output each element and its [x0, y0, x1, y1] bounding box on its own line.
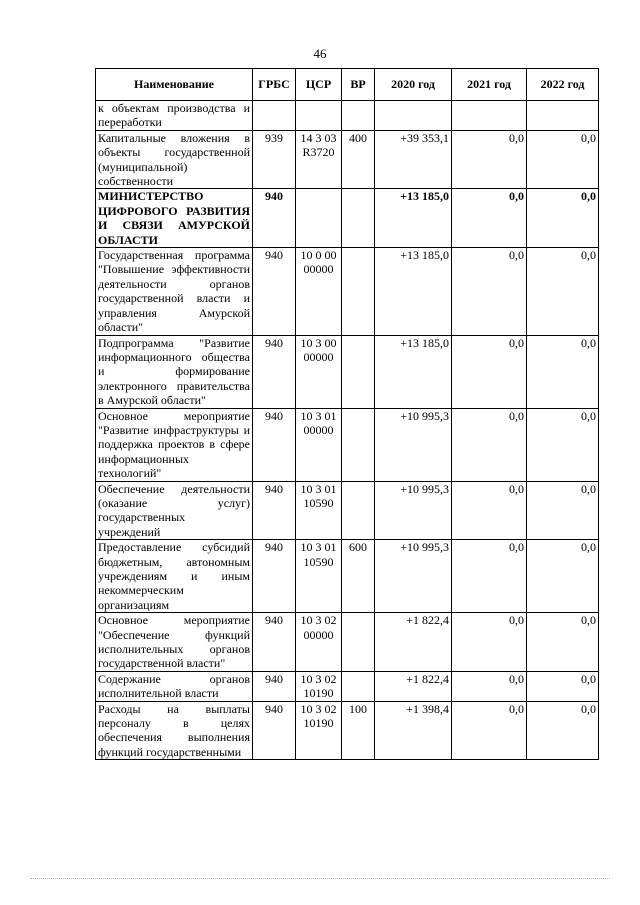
table-row [96, 189, 599, 248]
cell-vr [342, 408, 375, 481]
table-row [96, 671, 599, 701]
cell-name: Основное мероприятие "Обеспечение функций исполнительных органов государственной власти" [96, 613, 253, 672]
cell-2020: +1 822,4 [375, 613, 452, 672]
table-row [96, 130, 599, 189]
cell-2020: +10 995,3 [375, 540, 452, 613]
cell-2020: +1 398,4 [375, 701, 452, 760]
cell-vr [342, 671, 375, 701]
header-2020: 2020 год [375, 69, 452, 101]
cell-2021: 0,0 [452, 408, 527, 481]
header-grbs: ГРБС [253, 69, 296, 101]
cell-2022 [527, 101, 599, 131]
header-name: Наименование [96, 69, 253, 101]
cell-2021: 0,0 [452, 481, 527, 540]
cell-2020: +1 822,4 [375, 671, 452, 701]
cell-csr: 10 0 00 00000 [296, 248, 342, 335]
cell-grbs: 940 [253, 613, 296, 672]
cell-2022: 0,0 [527, 481, 599, 540]
cell-2021: 0,0 [452, 189, 527, 248]
cell-csr: 10 3 01 00000 [296, 408, 342, 481]
cell-2021: 0,0 [452, 248, 527, 335]
cell-vr [342, 613, 375, 672]
table-row [96, 101, 599, 131]
cell-vr [342, 481, 375, 540]
cell-2020: +13 185,0 [375, 335, 452, 408]
cell-2021: 0,0 [452, 130, 527, 189]
cell-grbs: 940 [253, 540, 296, 613]
cell-2020: +13 185,0 [375, 248, 452, 335]
header-2022: 2022 год [527, 69, 599, 101]
cell-2020: +10 995,3 [375, 408, 452, 481]
cell-2022: 0,0 [527, 671, 599, 701]
cell-name: МИНИСТЕРСТВО ЦИФРОВОГО РАЗВИТИЯ И СВЯЗИ АМУРСКОЙ ОБЛАСТИ [96, 189, 253, 248]
cell-2020: +39 353,1 [375, 130, 452, 189]
cell-grbs: 940 [253, 189, 296, 248]
cell-name: к объектам производства и переработки [96, 101, 253, 131]
cell-name: Расходы на выплаты персоналу в целях обеспечения выполнения функций государственными [96, 701, 253, 760]
cell-2020 [375, 101, 452, 131]
cell-name: Капитальные вложения в объекты государственной (муниципальной) собственности [96, 130, 253, 189]
cell-name: Государственная программа "Повышение эффективности деятельности органов государственной власти и управления Амурской области" [96, 248, 253, 335]
cell-grbs: 940 [253, 701, 296, 760]
cell-2022: 0,0 [527, 130, 599, 189]
header-csr: ЦСР [296, 69, 342, 101]
cell-vr [342, 248, 375, 335]
cell-csr: 10 3 02 00000 [296, 613, 342, 672]
table-body [96, 101, 599, 760]
cell-vr [342, 189, 375, 248]
cell-name: Основное мероприятие "Развитие инфраструктуры и поддержка проектов в сфере информационных технологий" [96, 408, 253, 481]
cell-csr [296, 101, 342, 131]
table-row [96, 613, 599, 672]
cell-2022: 0,0 [527, 189, 599, 248]
cell-2021: 0,0 [452, 540, 527, 613]
cell-name: Подпрограмма "Развитие информационного общества и формирование электронного правительства в Амурской области" [96, 335, 253, 408]
cell-name: Обеспечение деятельности (оказание услуг) государственных учреждений [96, 481, 253, 540]
cell-vr: 400 [342, 130, 375, 189]
cell-2020: +13 185,0 [375, 189, 452, 248]
cell-grbs: 940 [253, 481, 296, 540]
cell-2020: +10 995,3 [375, 481, 452, 540]
table-row [96, 248, 599, 335]
cell-2021: 0,0 [452, 671, 527, 701]
cell-2022: 0,0 [527, 540, 599, 613]
header-vr: ВР [342, 69, 375, 101]
cell-csr [296, 189, 342, 248]
cell-csr: 10 3 00 00000 [296, 335, 342, 408]
page-edge-line [30, 878, 610, 880]
cell-grbs: 940 [253, 671, 296, 701]
cell-2021: 0,0 [452, 701, 527, 760]
cell-vr [342, 335, 375, 408]
budget-table [95, 68, 599, 760]
cell-2022: 0,0 [527, 335, 599, 408]
table-row [96, 481, 599, 540]
cell-csr: 10 3 01 10590 [296, 481, 342, 540]
cell-csr: 14 3 03 R3720 [296, 130, 342, 189]
cell-2021 [452, 101, 527, 131]
cell-vr: 600 [342, 540, 375, 613]
cell-2021: 0,0 [452, 335, 527, 408]
table-row [96, 701, 599, 760]
cell-csr: 10 3 02 10190 [296, 701, 342, 760]
cell-grbs: 940 [253, 408, 296, 481]
cell-grbs [253, 101, 296, 131]
table-header-row [96, 69, 599, 101]
header-2021: 2021 год [452, 69, 527, 101]
cell-vr: 100 [342, 701, 375, 760]
cell-name: Предоставление субсидий бюджетным, автономным учреждениям и иным некоммерческим организациям [96, 540, 253, 613]
page-number: 46 [313, 46, 327, 61]
table-row [96, 540, 599, 613]
cell-2022: 0,0 [527, 613, 599, 672]
cell-2021: 0,0 [452, 613, 527, 672]
cell-grbs: 940 [253, 335, 296, 408]
table-row [96, 335, 599, 408]
cell-grbs: 940 [253, 248, 296, 335]
cell-grbs: 939 [253, 130, 296, 189]
cell-name: Содержание органов исполнительной власти [96, 671, 253, 701]
cell-2022: 0,0 [527, 701, 599, 760]
cell-2022: 0,0 [527, 248, 599, 335]
table-row [96, 408, 599, 481]
cell-csr: 10 3 02 10190 [296, 671, 342, 701]
cell-2022: 0,0 [527, 408, 599, 481]
cell-csr: 10 3 01 10590 [296, 540, 342, 613]
cell-vr [342, 101, 375, 131]
